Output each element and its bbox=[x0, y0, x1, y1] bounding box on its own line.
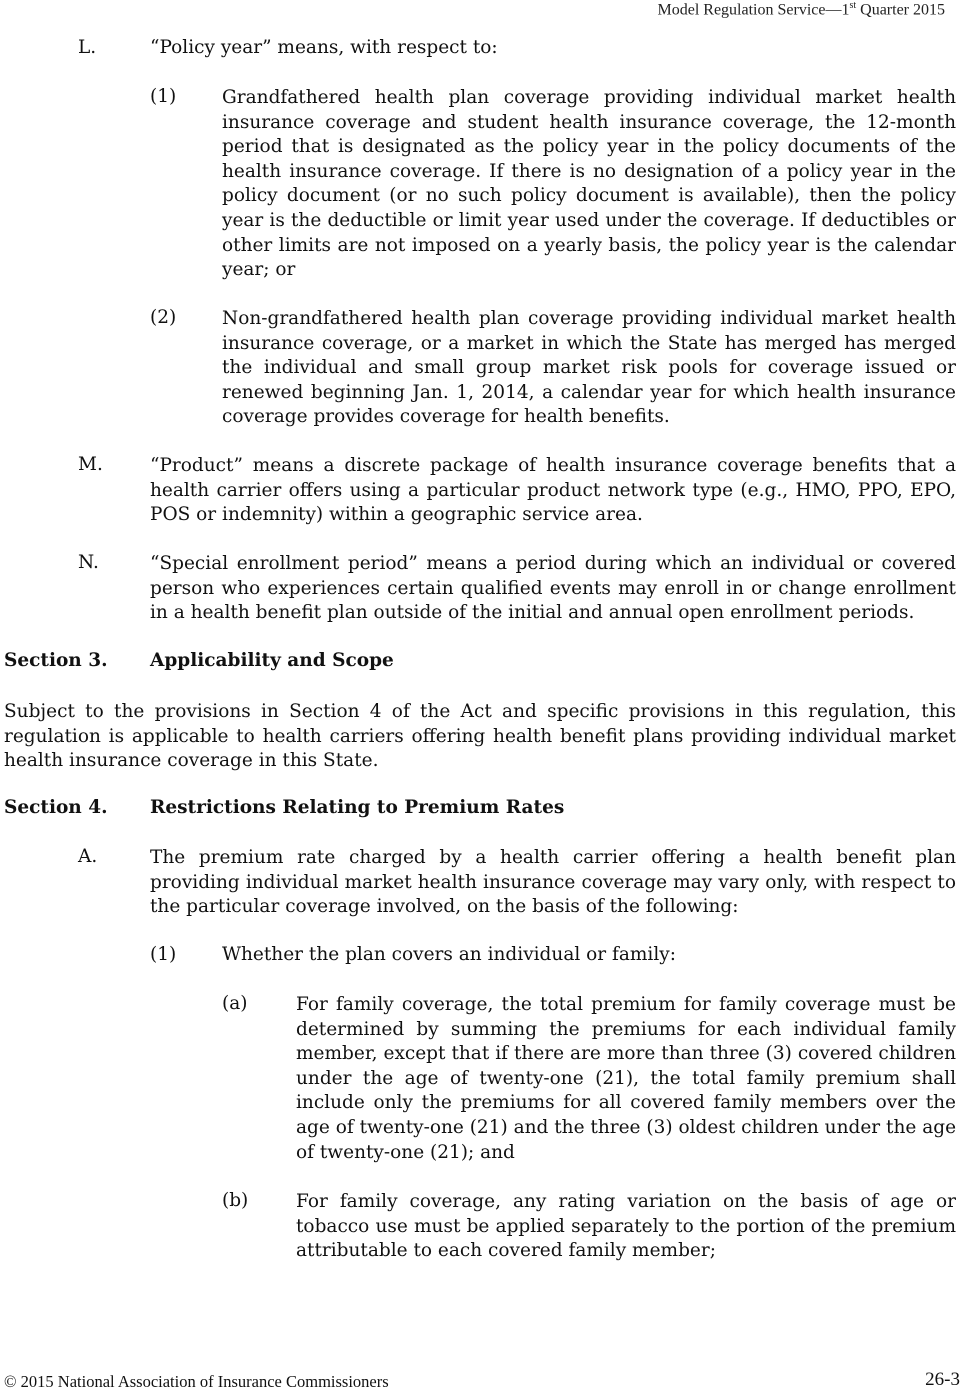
footer-copyright: © 2015 National Association of Insurance Commissioners bbox=[4, 1372, 389, 1391]
item-marker-A: A. bbox=[78, 846, 98, 867]
item-number-L2: (2) bbox=[150, 307, 177, 328]
subitem-a-text: For family coverage, the total premium for family coverage must be determined by summing the premiums for each individual family member, except that if there are more than three (3) covered children under the age of twenty-one (21), the total family premium shall include only the premiums for all covered family members over the age of twenty-one (21) and the three (3) oldest children under the age of twenty-one (21); and bbox=[296, 994, 957, 1163]
section-4-title: Restrictions Relating to Premium Rates bbox=[150, 797, 565, 818]
subitem-a-label: (a) bbox=[222, 993, 248, 1014]
item-marker-M: M. bbox=[78, 454, 103, 475]
policy-year-intro: “Policy year” means, with respect to: bbox=[150, 37, 498, 58]
special-enrollment-definition: “Special enrollment period” means a period during which an individual or covered person who experiences certain qualified events may enroll in or change enrollment in a health benefit plan outside of the initial and annual open enrollment periods. bbox=[150, 553, 956, 624]
product-definition: “Product” means a discrete package of health insurance coverage benefits that a health carrier offers using a particular product network type (e.g., HMO, PPO, EPO, POS or indemnity) within a geographic service area. bbox=[150, 455, 956, 526]
item-number-4A1: (1) bbox=[150, 944, 177, 965]
subitem-b-label: (b) bbox=[222, 1190, 249, 1211]
header-quarter: Quarter 2015 bbox=[856, 1, 945, 19]
running-header bbox=[658, 0, 946, 19]
individual-or-family-text: Whether the plan covers an individual or family: bbox=[222, 944, 676, 965]
section-3-body: Subject to the provisions in Section 4 of the Act and specific provisions in this regulation, this regulation is applicable to health carriers offering health benefit plans providing individual market health insurance coverage in this State. bbox=[4, 701, 956, 772]
item-marker-N: N. bbox=[78, 552, 99, 573]
header-superscript: st bbox=[849, 0, 857, 11]
policy-year-item-1-text: Grandfathered health plan coverage providing individual market health insurance coverage and student health insurance coverage, the 12-month period that is designated as the policy year in the policy documents of the health insurance coverage. If there is no designation of a policy year in the policy document (or no such policy document is available), then the policy year is the deductible or limit year used under the coverage. If deductibles or other limits are not imposed on a yearly basis, the policy year is the calendar year; or bbox=[222, 87, 956, 281]
section-4-label: Section 4. bbox=[4, 797, 108, 818]
item-number-L1: (1) bbox=[150, 86, 177, 107]
subitem-b-text: For family coverage, any rating variation on the basis of age or tobacco use must be applied separately to the portion of the premium attributable to each covered family member; bbox=[296, 1191, 956, 1262]
premium-rate-paragraph: The premium rate charged by a health carrier offering a health benefit plan providing individual market health insurance coverage may vary only, with respect to the particular coverage involved, on the basis of the following: bbox=[150, 847, 956, 918]
policy-year-item-2-text: Non-grandfathered health plan coverage providing individual market health insurance coverage, or a market in which the State has merged has merged the individual and small group market risk pools for coverage issued or renewed beginning Jan. 1, 2014, a calendar year for which health insurance coverage provides coverage for health benefits. bbox=[222, 308, 956, 428]
page-number: 26-3 bbox=[925, 1369, 960, 1390]
section-3-title: Applicability and Scope bbox=[150, 650, 394, 671]
item-marker-L: L. bbox=[78, 37, 97, 58]
header-text: Model Regulation Service—1 bbox=[657, 1, 850, 19]
section-3-label: Section 3. bbox=[4, 650, 108, 671]
